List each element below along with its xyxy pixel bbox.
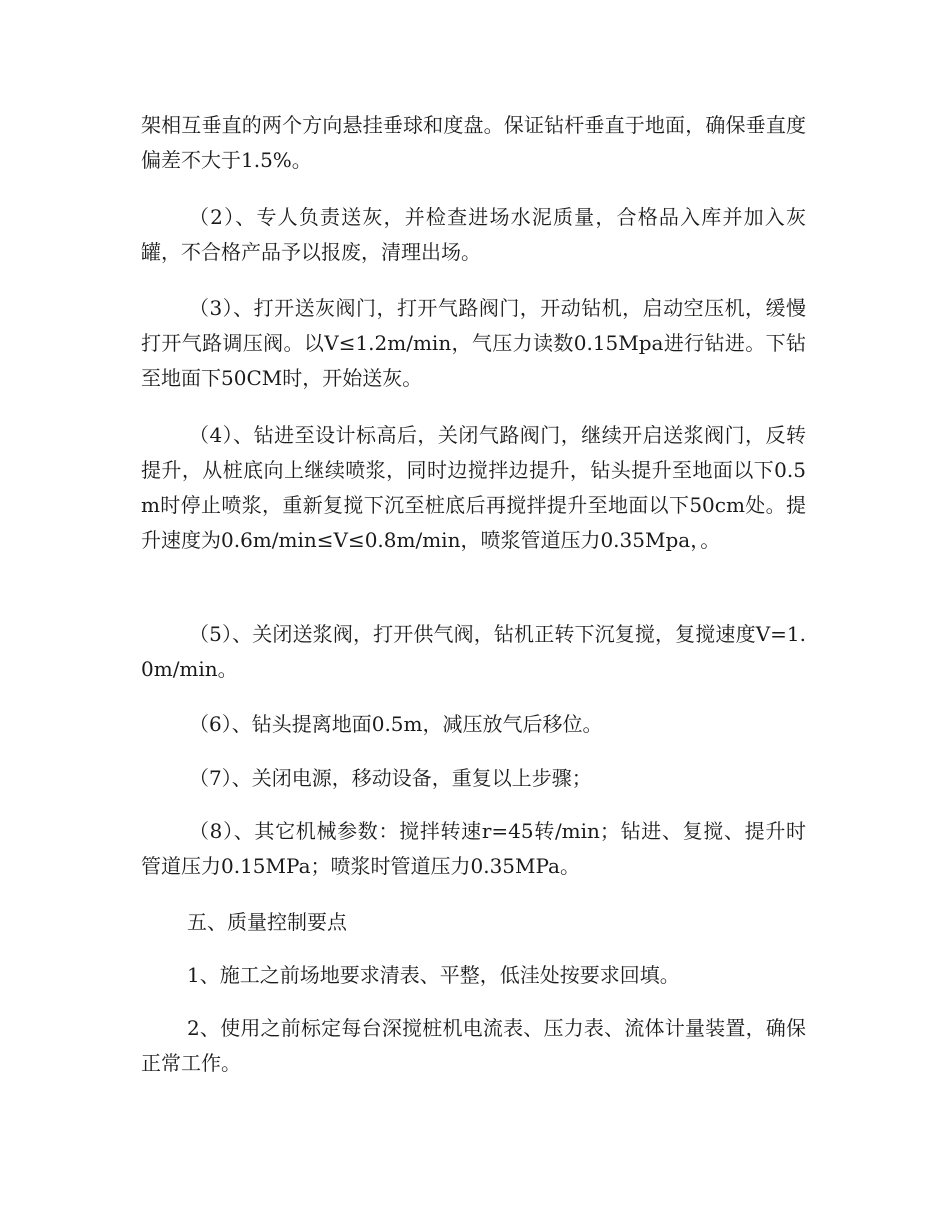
- paragraph-step-7: （7）、关闭电源，移动设备，重复以上步骤；: [189, 766, 592, 790]
- paragraph-step-5: （5）、关闭送浆阀，打开供气阀，钻机正转下沉复搅，复搅速度V=1.0m/min。: [141, 622, 806, 681]
- paragraph-step-4: （4）、钻进至设计标高后，关闭气路阀门，继续开启送浆阀门，反转提升，从桩底向上继续喷浆，同时边搅拌边提升，钻头提升至地面以下0.5m时停止喷浆，重新复搅下沉至桩底后再搅拌提升至地面以下50cm处。提升速度为0.6m/min≤V≤0.8m/min，喷浆管道压力0.35Mpa，。: [141, 423, 806, 552]
- paragraph-step-8: （8）、其它机械参数：搅拌转速r=45转/min；钻进、复搅、提升时管道压力0.15MPa；喷浆时管道压力0.35MPa。: [141, 819, 806, 878]
- paragraph-step-6: （6）、钻头提离地面0.5m，减压放气后移位。: [189, 712, 603, 736]
- paragraph-qc-1: 1、施工之前场地要求清表、平整，低洼处按要求回填。: [187, 963, 680, 987]
- paragraph-verticality: 架相互垂直的两个方向悬挂垂球和度盘。保证钻杆垂直于地面，确保垂直度偏差不大于1.5%。: [141, 113, 806, 172]
- paragraph-qc-2: 2、使用之前标定每台深搅桩机电流表、压力表、流体计量装置，确保正常工作。: [141, 1016, 806, 1075]
- section-heading-quality-control: 五、质量控制要点: [187, 910, 347, 934]
- paragraph-step-3: （3）、打开送灰阀门，打开气路阀门，开动钻机，启动空压机，缓慢打开气路调压阀。以V≤1.2m/min，气压力读数0.15Mpa进行钻进。下钻至地面下50CM时，开始送灰。: [141, 296, 806, 390]
- paragraph-step-2: （2）、专人负责送灰，并检查进场水泥质量，合格品入库并加入灰罐，不合格产品予以报废，清理出场。: [141, 205, 806, 264]
